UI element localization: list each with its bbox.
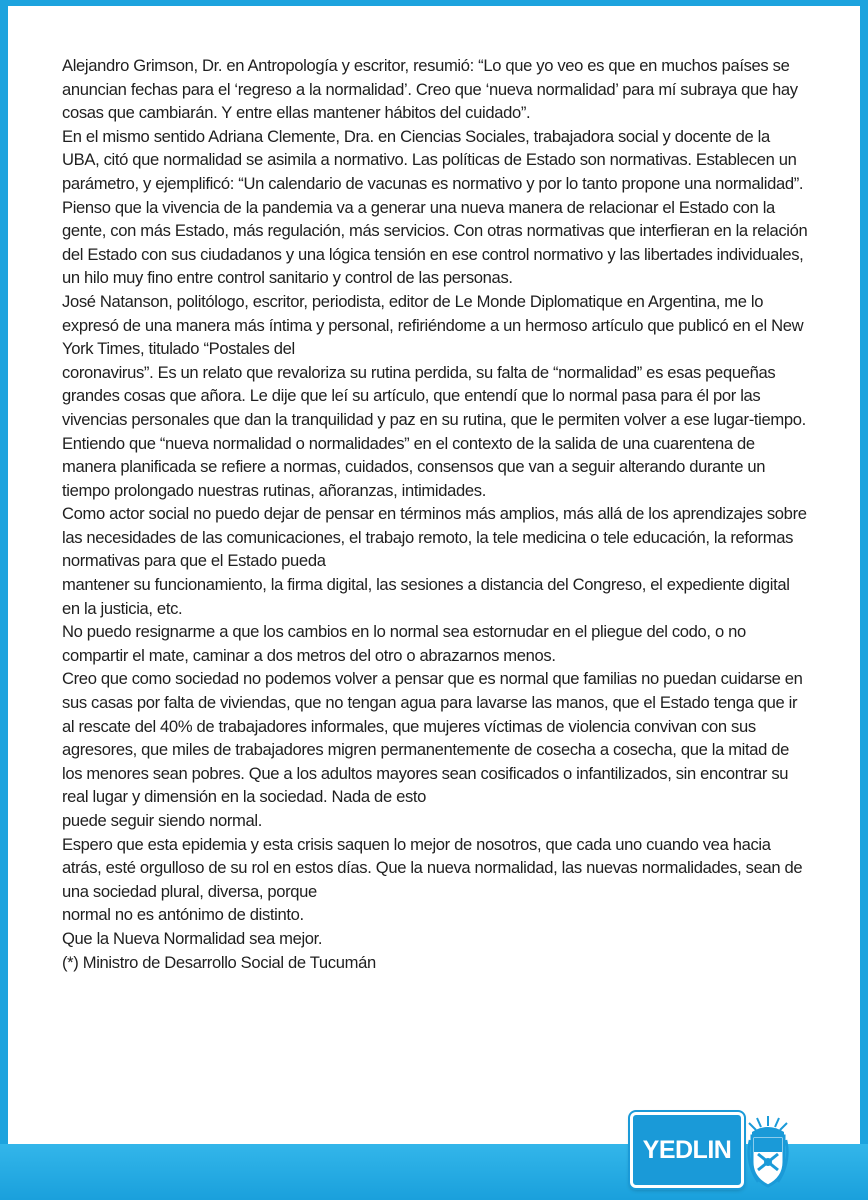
paragraph: Alejandro Grimson, Dr. en Antropología y escritor, resumió: “Lo que yo veo es que en muchos países se anuncian fechas para el ‘regreso a la normalidad’. Creo que ‘nueva normalidad’ para mí subraya que hay cosas que cambiarán. Y entre ellas mantener hábitos del cuidado”. bbox=[62, 56, 798, 123]
paragraph: mantener su funcionamiento, la firma digital, las sesiones a distancia del Congreso, el expediente digital en la justicia, etc. bbox=[62, 575, 790, 618]
paragraph: Espero que esta epidemia y esta crisis saquen lo mejor de nosotros, que cada uno cuando vea hacia atrás, esté orgulloso de su rol en estos días. Que la nueva normalidad, las nuevas normalidades, sean de una sociedad plural, diversa, porque bbox=[62, 834, 803, 901]
paragraph: En el mismo sentido Adriana Clemente, Dra. en Ciencias Sociales, trabajadora social y docente de la UBA, citó que normalidad se asimila a normativo. Las políticas de Estado son normativas. Establecen un parámetro, y ejemplificó: “Un calendario de vacunas es normativo y por lo tanto propone una normalidad”. bbox=[62, 126, 804, 193]
paragraph: Que la Nueva Normalidad sea mejor. bbox=[62, 928, 323, 948]
brand-logo-group bbox=[630, 1112, 790, 1194]
tucuman-coat-of-arms-icon bbox=[744, 1112, 792, 1190]
author-footnote: (*) Ministro de Desarrollo Social de Tucumán bbox=[62, 952, 376, 972]
paragraph: coronavirus”. Es un relato que revaloriza su rutina perdida, su falta de “normalidad” es esas pequeñas grandes cosas que añora. Le dije que leí su artículo, que entendí que lo normal pasa para él por las vivencias personales que dan la tranquilidad y paz en su rutina, que le permiten volver a ese lugar-tiempo. bbox=[62, 362, 806, 429]
yedlin-logo bbox=[630, 1112, 744, 1188]
paragraph: normal no es antónimo de distinto. bbox=[62, 905, 304, 925]
paragraph: José Natanson, politólogo, escritor, periodista, editor de Le Monde Diplomatique en Argentina, me lo expresó de una manera más íntima y personal, refiriéndome a un hermoso artículo que publicó en el New York Times, titulado “Postales del bbox=[62, 291, 804, 359]
paragraph: Como actor social no puedo dejar de pensar en términos más amplios, más allá de los aprendizajes sobre las necesidades de las comunicaciones, el trabajo remoto, la tele medicina o tele educación, la reformas normativas para que el Estado pueda bbox=[62, 504, 807, 571]
yedlin-logo-text: YEDLIN bbox=[642, 1135, 732, 1164]
article-body bbox=[62, 54, 810, 974]
paragraph: No puedo resignarme a que los cambios en lo normal sea estornudar en el pliegue del codo, o no compartir el mate, caminar a dos metros del otro o abrazarnos menos. bbox=[62, 622, 746, 665]
paragraph: Pienso que la vivencia de la pandemia va a generar una nueva manera de relacionar el Estado con la gente, con más Estado, más regulación, más servicios. Con otras normativas que interfieran en la relación del Estado con sus ciudadanos y una lógica tensión en ese control normativo y las libertades individuales, un hilo muy fino entre control sanitario y control de las personas. bbox=[62, 197, 808, 288]
paragraph: Entiendo que “nueva normalidad o normalidades” en el contexto de la salida de una cuarentena de manera planificada se refiere a normas, cuidados, consensos que van a seguir alterando durante un tiempo prolongado nuestras rutinas, añoranzas, intimidades. bbox=[62, 433, 766, 500]
paragraph: Creo que como sociedad no podemos volver a pensar que es normal que familias no puedan cuidarse en sus casas por falta de viviendas, que no tengan agua para lavarse las manos, que el Estado tenga que ir al rescate del 40% de trabajadores informales, que mujeres víctimas de violencia convivan con sus agresores, que miles de trabajadores migren permanentemente de cosecha a cosecha, que la mitad de los menores sean pobres. Que a los adultos mayores sean cosificados o infantilizados, sin encontrar su real lugar y dimensión en la sociedad. Nada de esto bbox=[62, 669, 803, 807]
paragraph: puede seguir siendo normal. bbox=[62, 811, 262, 830]
